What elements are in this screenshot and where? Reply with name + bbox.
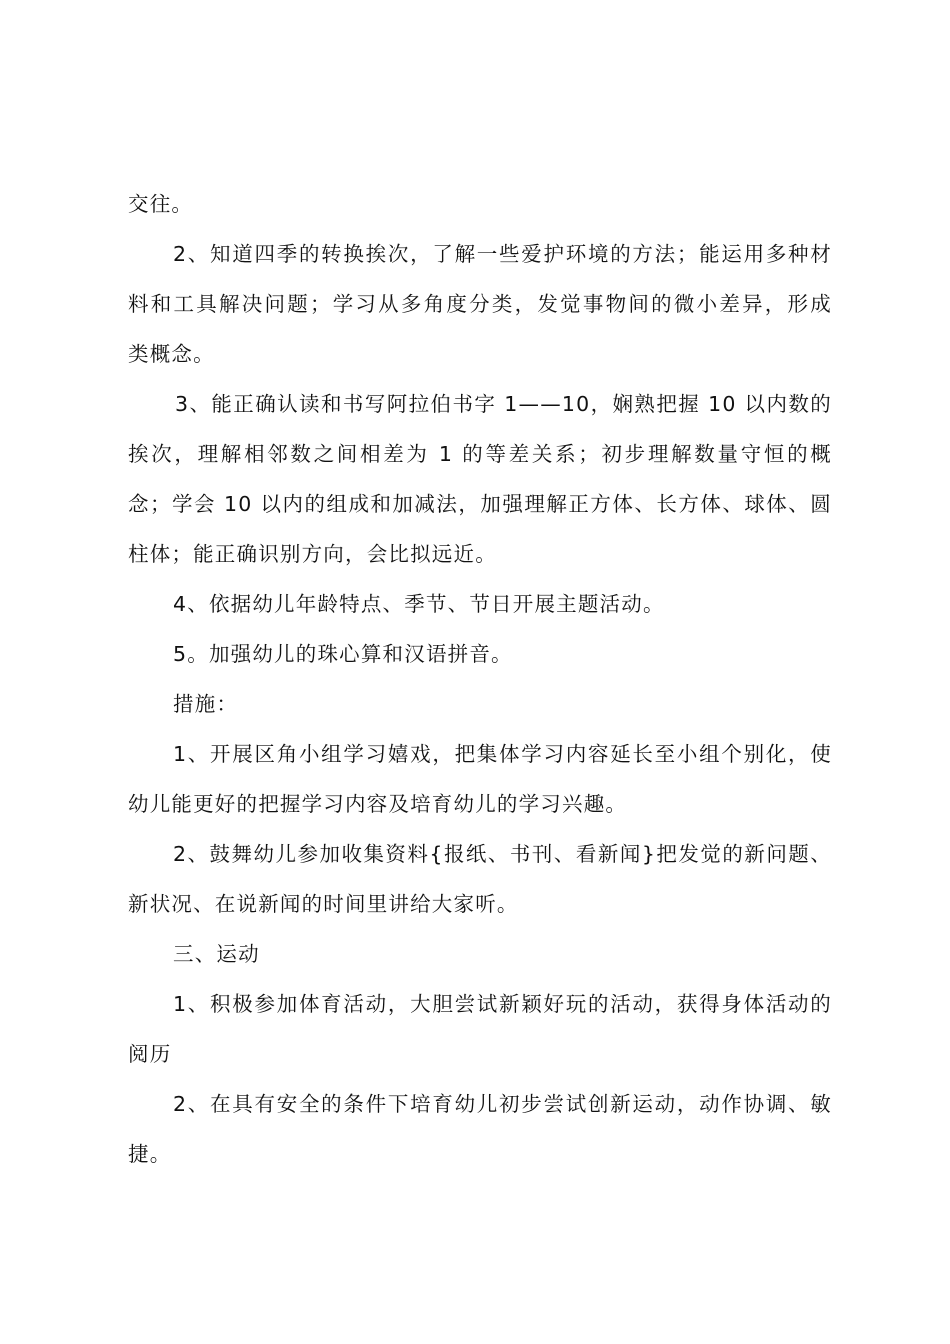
text-line: 新状况、在说新闻的时间里讲给大家听。 (128, 892, 519, 916)
text-line: 2、鼓舞幼儿参加收集资料{报纸、书刊、看新闻}把发觉的新问题、 (173, 842, 832, 866)
text-line: 2、知道四季的转换挨次，了解一些爱护环境的方法；能运用多种材 (173, 242, 832, 266)
text-line: 1、积极参加体育活动，大胆尝试新颖好玩的活动，获得身体活动的 (173, 992, 832, 1016)
text-line: 捷。 (128, 1142, 172, 1166)
text-line: 3、能正确认读和书写阿拉伯书字 1——10，娴熟把握 10 以内数的 (175, 392, 832, 416)
section-heading: 措施： (173, 692, 239, 716)
text-line: 念；学会 10 以内的组成和加减法，加强理解正方体、长方体、球体、圆 (128, 492, 832, 516)
text-line: 2、在具有安全的条件下培育幼儿初步尝试创新运动，动作协调、敏 (173, 1092, 832, 1116)
text-line: 交往。 (128, 192, 194, 216)
text-line: 1、开展区角小组学习嬉戏，把集体学习内容延长至小组个别化，使 (173, 742, 832, 766)
text-line: 5。加强幼儿的珠心算和汉语拼音。 (173, 642, 513, 666)
section-heading: 三、运动 (173, 942, 260, 966)
text-line: 挨次，理解相邻数之间相差为 1 的等差关系；初步理解数量守恒的概 (128, 442, 832, 466)
text-line: 柱体；能正确识别方向，会比拟远近。 (128, 542, 497, 566)
text-line: 4、依据幼儿年龄特点、季节、节日开展主题活动。 (173, 592, 665, 616)
text-line: 幼儿能更好的把握学习内容及培育幼儿的学习兴趣。 (128, 792, 628, 816)
text-line: 阅历 (128, 1042, 172, 1066)
text-line: 料和工具解决问题；学习从多角度分类，发觉事物间的微小差异，形成 (128, 292, 832, 316)
text-line: 类概念。 (128, 342, 215, 366)
